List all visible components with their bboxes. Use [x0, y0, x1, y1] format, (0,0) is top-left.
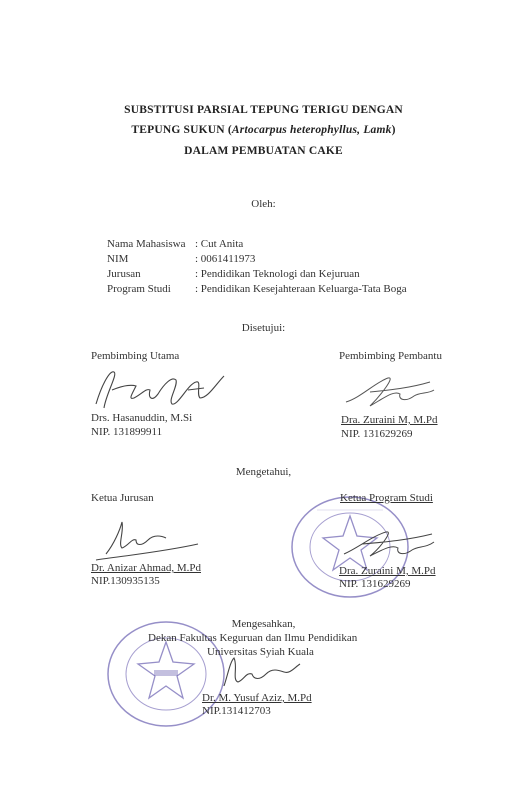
- info-value-jurusan: : Pendidikan Teknologi dan Kejuruan: [195, 268, 360, 280]
- mengesahkan-label: Mengesahkan,: [231, 618, 296, 630]
- dekan-nip: NIP.131412703: [202, 705, 271, 717]
- info-value-nama: : Cut Anita: [195, 238, 244, 250]
- info-value-nim: : 0061411973: [195, 253, 256, 265]
- mengetahui-label: Mengetahui,: [235, 466, 292, 478]
- pembimbing-utama-name: Drs. Hasanuddin, M.Si: [91, 412, 193, 424]
- pembimbing-utama-role: Pembimbing Utama: [91, 350, 180, 362]
- ketua-prodi-signature: [336, 526, 440, 566]
- title-line-1: SUBSTITUSI PARSIAL TEPUNG TERIGU DENGAN: [124, 104, 403, 116]
- info-label-nama: Nama Mahasiswa: [107, 238, 186, 250]
- dekan-line-1: Dekan Fakultas Keguruan dan Ilmu Pendidikan: [148, 632, 358, 644]
- info-value-prodi: : Pendidikan Kesejahteraan Keluarga-Tata Boga: [195, 283, 407, 295]
- ketua-jurusan-name: Dr. Anizar Ahmad, M.Pd: [91, 562, 201, 574]
- pembimbing-pembantu-signature: [340, 372, 440, 414]
- ketua-prodi-role: Ketua Program Studi: [340, 492, 433, 504]
- info-label-nim: NIM: [107, 253, 129, 265]
- title-line-3: DALAM PEMBUATAN CAKE: [184, 145, 343, 157]
- oleh-label: Oleh:: [251, 198, 276, 210]
- dekan-signature: [216, 652, 306, 692]
- dekan-name: Dr. M. Yusuf Aziz, M.Pd: [202, 692, 312, 704]
- ketua-jurusan-role: Ketua Jurusan: [91, 492, 154, 504]
- disetujui-label: Disetujui:: [241, 322, 286, 334]
- pembimbing-pembantu-nip: NIP. 131629269: [341, 428, 413, 440]
- info-label-jurusan: Jurusan: [107, 268, 141, 280]
- title-line-2: TEPUNG SUKUN (Artocarpus heterophyllus, Lamk): [131, 124, 396, 136]
- pembimbing-pembantu-name: Dra. Zuraini M, M.Pd: [341, 414, 438, 426]
- pembimbing-pembantu-role: Pembimbing Pembantu: [339, 350, 442, 362]
- ketua-jurusan-signature: [92, 514, 202, 564]
- pembimbing-utama-nip: NIP. 131899911: [91, 426, 163, 438]
- ketua-jurusan-nip: NIP.130935135: [91, 575, 160, 587]
- pembimbing-utama-signature: [92, 364, 232, 416]
- ketua-prodi-name: Dra. Zuraini M, M.Pd: [339, 565, 436, 577]
- dekan-line-2: Universitas Syiah Kuala: [207, 646, 314, 658]
- ketua-prodi-nip: NIP. 131629269: [339, 578, 411, 590]
- info-label-prodi: Program Studi: [107, 283, 171, 295]
